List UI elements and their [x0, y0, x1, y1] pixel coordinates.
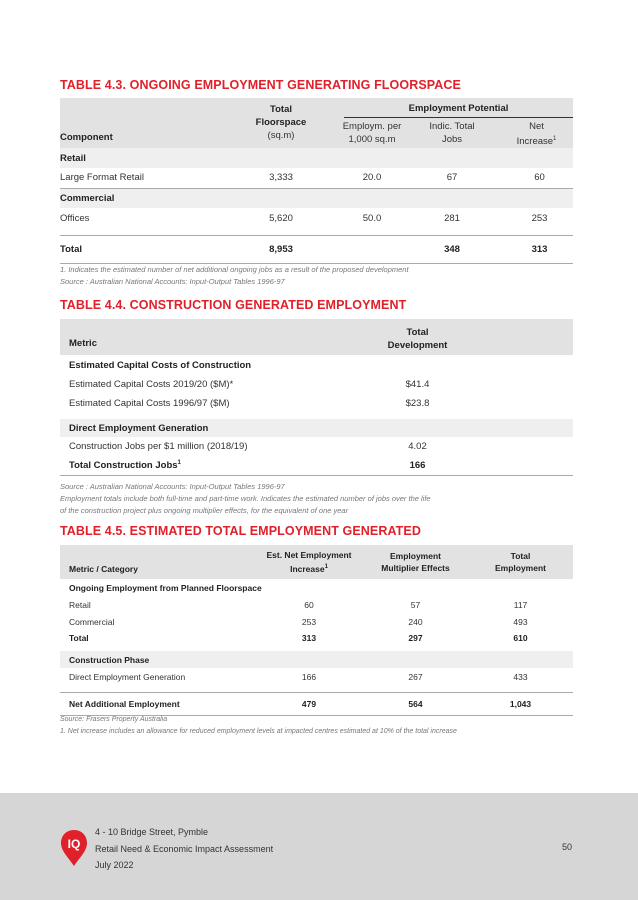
header-metric: Metric [69, 338, 97, 349]
header-metric-category: Metric / Category [69, 564, 138, 574]
footer-address: 4 - 10 Bridge Street, Pymble [95, 827, 209, 837]
header-component: Component [60, 132, 113, 144]
header-employment-potential: Employment Potential Employm. per 1,000 sq.m Indic. Total Jobs Net Increase$^1$ [332, 98, 573, 148]
table-total-row: Net Additional Employment 479 564 1,043 [60, 692, 573, 715]
section-commercial: Commercial [60, 188, 573, 208]
header-multiplier-effects: Employment Multiplier Effects [381, 551, 450, 573]
page-number: 50 [562, 842, 573, 852]
section-capital-costs: Estimated Capital Costs of Construction [60, 355, 573, 375]
table-4-3-footnote: 1. Indicates the estimated number of net additional ongoing jobs as a result of the proposed development Source : Australian National Accounts: Input-Output Tables 1996-97 [60, 265, 409, 286]
table-row: Commercial 253 240 493 [69, 616, 528, 627]
table-row: Total 313 297 610 [69, 632, 528, 643]
section-retail: Retail [60, 148, 573, 168]
table-4-3-title: TABLE 4.3. ONGOING EMPLOYMENT GENERATING FLOORSPACE [60, 78, 461, 92]
footer-date: July 2022 [95, 860, 134, 870]
table-4-5-footnote: Source: Frasers Property Australia 1. Net increase includes an allowance for reduced employment levels at impacted centres estimated at 10% of the total increase [60, 716, 457, 735]
table-4-4 [60, 319, 573, 476]
table-4-4-footnote: Source : Australian National Accounts: Input-Output Tables 1996-97 Employment totals include both full-time and part-time work. Indicates the estimated number of jobs over the life of the construction project plus ongoing multiplier effects, for the equivalent of one year [60, 482, 431, 515]
table-row: Offices 5,620 50.0 281 253 [60, 213, 548, 225]
iq-logo-text: IQ [67, 837, 81, 851]
table-4-5 [60, 545, 573, 716]
header-total-development: Total Development [387, 327, 448, 351]
table-row: Retail 60 57 117 [69, 599, 528, 610]
table-4-4-title: TABLE 4.4. CONSTRUCTION GENERATED EMPLOYMENT [60, 298, 407, 312]
footer-report-title: Retail Need & Economic Impact Assessment [95, 844, 274, 854]
section-direct-employment: Direct Employment Generation [60, 419, 573, 437]
table-row: Estimated Capital Costs 1996/97 ($M) $23.8 [69, 398, 430, 409]
table-total-row: Total Construction Jobs$^1$ 166 [60, 456, 573, 475]
table-4-5-title: TABLE 4.5. ESTIMATED TOTAL EMPLOYMENT GENERATED [60, 524, 421, 538]
iq-logo [60, 829, 88, 872]
header-total-employment: Total Employment [494, 551, 546, 573]
section-construction: Construction Phase [60, 651, 573, 668]
header-est-net-increase: Est. Net Employment Increase$^1$ [266, 550, 352, 574]
table-row: Estimated Capital Costs 2019/20 ($M)* $41.4 [69, 379, 430, 390]
table-row: Large Format Retail 3,333 20.0 67 60 [60, 168, 573, 188]
section-ongoing: Ongoing Employment from Planned Floorspace [69, 582, 262, 593]
header-total-floorspace: Total Floorspace (sq.m) [255, 104, 307, 141]
table-total-row: Total 8,953 348 313 [60, 235, 573, 263]
table-4-3 [60, 98, 573, 264]
table-row: Direct Employment Generation 166 267 433 [69, 671, 528, 682]
table-row: Construction Jobs per $1 million (2018/19) 4.02 [69, 441, 427, 452]
